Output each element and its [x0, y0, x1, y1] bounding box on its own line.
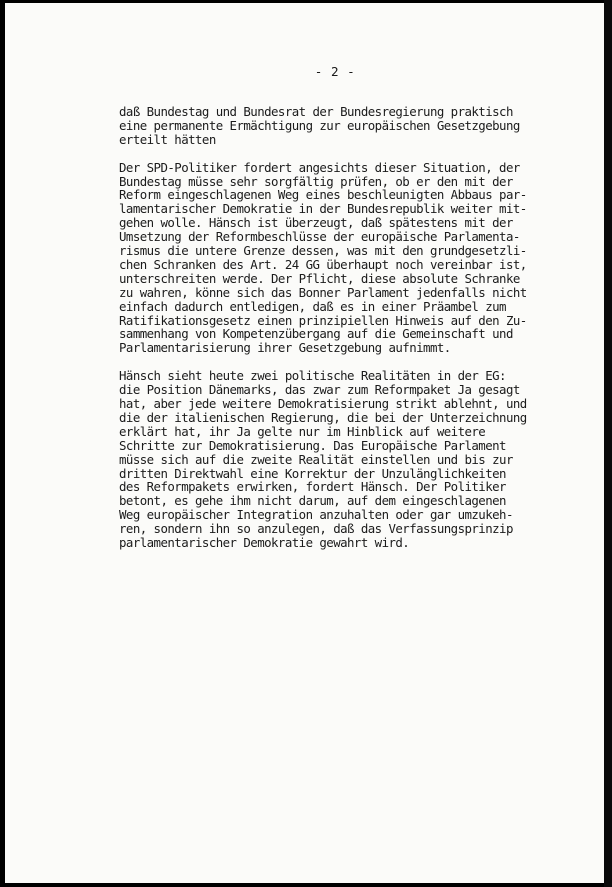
text-line: Ratifikationsgesetz einen prinzipiellen Hinweis auf den Zu-	[119, 312, 527, 328]
scan-edge	[604, 0, 612, 887]
text-line: rismus die untere Grenze dessen, was mit den grundgesetzli-	[119, 243, 527, 259]
text-line: erklärt hat, ihr Ja gelte nur im Hinblick auf weitere	[119, 423, 486, 439]
text-line: betont, es gehe ihm nicht darum, auf dem eingeschlagenen	[119, 493, 506, 509]
text-line: Hänsch sieht heute zwei politische Realitäten in der EG:	[119, 368, 506, 384]
text-line: zu wahren, könne sich das Bonner Parlament jedenfalls nicht	[119, 284, 527, 300]
text-line: daß Bundestag und Bundesrat der Bundesregierung praktisch	[119, 104, 513, 119]
paragraph	[119, 105, 559, 147]
text-line: müsse sich auf die zweite Realität einstellen und bis zur	[119, 451, 513, 467]
paragraph	[119, 161, 559, 356]
document-page	[5, 3, 605, 883]
text-line: Schritte zur Demokratisierung. Das Europäische Parlament	[119, 437, 506, 453]
text-line: Bundestag müsse sehr sorgfältig prüfen, ob er den mit der	[119, 173, 513, 189]
text-line: Parlamentarisierung ihrer Gesetzgebung aufnimmt.	[119, 340, 451, 356]
text-line: eine permanente Ermächtigung zur europäischen Gesetzgebung	[119, 117, 520, 133]
text-line: Reform eingeschlagenen Weg eines beschleunigten Abbaus par-	[119, 187, 527, 203]
text-line: Der SPD-Politiker fordert angesichts dieser Situation, der	[119, 159, 520, 175]
document-body	[119, 105, 559, 564]
text-line: hat, aber jede weitere Demokratisierung strikt ablehnt, und	[119, 396, 527, 411]
text-line: des Reformpakets erwirken, fordert Hänsch. Der Politiker	[119, 479, 506, 495]
page-number: - 2 -	[314, 64, 356, 79]
text-line: einfach dadurch entledigen, daß es in einer Präambel zum	[119, 298, 506, 314]
text-line: gehen wolle. Hänsch ist überzeugt, daß spätestens mit der	[119, 215, 513, 231]
text-line: Umsetzung der Reformbeschlüsse der europäische Parlamenta-	[119, 229, 520, 245]
text-line: die der italienischen Regierung, die bei der Unterzeichnung	[119, 409, 527, 425]
text-line: erteilt hätten	[119, 131, 216, 147]
text-line: die Position Dänemarks, das zwar zum Reformpaket Ja gesagt	[119, 382, 520, 398]
text-line: chen Schranken des Art. 24 GG überhaupt noch vereinbar ist,	[119, 256, 527, 272]
text-line: parlamentarischer Demokratie gewahrt wird.	[119, 535, 410, 551]
text-line: ren, sondern ihn so anzulegen, daß das Verfassungsprinzip	[119, 521, 513, 537]
paragraph	[119, 369, 559, 550]
text-line: lamentarischer Demokratie in der Bundesrepublik weiter mit-	[119, 201, 527, 217]
text-line: unterschreiten werde. Der Pflicht, diese absolute Schranke	[119, 270, 520, 286]
text-line: dritten Direktwahl eine Korrektur der Unzulänglichkeiten	[119, 465, 506, 481]
text-line: sammenhang von Kompetenzübergang auf die Gemeinschaft und	[119, 326, 513, 342]
text-line: Weg europäischer Integration anzuhalten oder gar umzukeh-	[119, 507, 513, 523]
